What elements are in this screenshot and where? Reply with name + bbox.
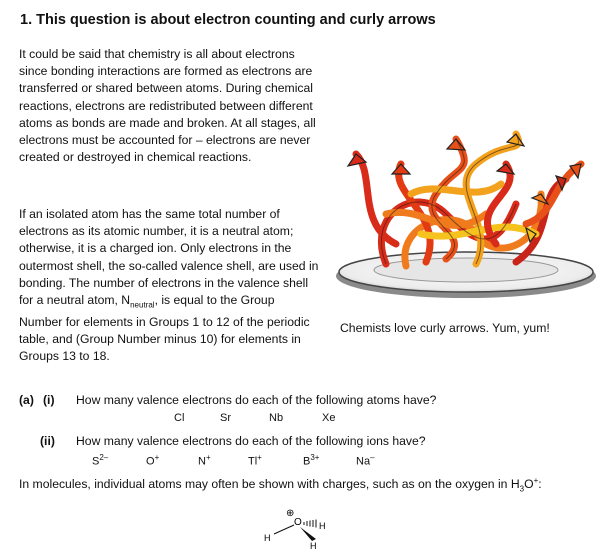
hashed-bond <box>304 520 316 528</box>
molecules-colon: : <box>538 477 542 492</box>
ion-s <box>92 453 108 468</box>
molecules-line <box>19 476 542 494</box>
hydronium-structure <box>252 505 332 550</box>
image-caption: Chemists love curly arrows. Yum, yum! <box>340 321 550 335</box>
wedge-bond <box>300 527 316 541</box>
hydrogen-left: H <box>264 533 271 543</box>
ion-na <box>356 453 375 468</box>
intro-paragraph-1: It could be said that chemistry is all about electrons since bonding interactions are formed as electrons are transferred or shared between atoms. During chemical reactions, electrons are redistributed between different atoms as bonds are made and broken. At all stages, all electrons must be accounted for – electrons are never created or destroyed in chemical reactions. <box>19 47 316 165</box>
ion-n <box>198 453 211 468</box>
oxygen-atom: O <box>294 517 302 528</box>
ion-o-charge: + <box>154 453 160 462</box>
ion-tl <box>248 453 262 468</box>
bond-left <box>274 525 294 534</box>
hydrogen-bottom: H <box>310 541 317 550</box>
ion-na-symbol: Na <box>356 455 371 468</box>
ion-tl-charge: + <box>257 453 262 462</box>
curly-arrow-pasta-image <box>326 94 604 304</box>
hydrogen-right: H <box>319 521 326 531</box>
atom-cl: Cl <box>174 412 185 424</box>
ion-b-symbol: B <box>303 455 311 468</box>
h3o-charge: + <box>533 476 539 485</box>
paragraph-2-text-a: If an isolated atom has the same total number of electrons as its atomic number, it is a neutral atom; otherwise, it is a charged ion. Only electrons in the outermost shell, the so-called valence shell, are used in bonding. The number of electrons in the valence shell for a neutral atom, N <box>19 207 319 308</box>
part-i-label: (i) <box>43 393 55 407</box>
atom-xe: Xe <box>322 412 336 424</box>
atom-sr: Sr <box>220 412 231 424</box>
h3o-o: O <box>524 477 534 492</box>
intro-paragraph-2 <box>19 206 319 365</box>
neutral-subscript: neutral <box>130 300 155 310</box>
ion-s-charge: 2– <box>99 453 109 462</box>
question-ii-text: How many valence electrons do each of the following ions have? <box>76 434 426 448</box>
question-i-text: How many valence electrons do each of the following atoms have? <box>76 393 437 407</box>
ion-tl-symbol: Tl <box>248 455 258 468</box>
ion-s-symbol: S <box>92 455 100 468</box>
h3o-subscript: 3 <box>519 484 525 494</box>
molecules-text: In molecules, individual atoms may often be shown with charges, such as on the oxygen in H <box>19 477 520 492</box>
ion-na-charge: – <box>370 453 375 462</box>
positive-charge-symbol: ⊕ <box>286 508 295 519</box>
ion-o-symbol: O <box>146 455 155 468</box>
ion-n-symbol: N <box>198 455 206 468</box>
question-title: 1. This question is about electron counting and curly arrows <box>20 12 436 28</box>
ion-n-charge: + <box>205 453 211 462</box>
ion-b-charge: 3+ <box>310 453 320 462</box>
ion-b <box>303 453 319 468</box>
part-a-label: (a) <box>19 393 34 407</box>
ion-o <box>146 453 159 468</box>
part-ii-label: (ii) <box>40 434 55 448</box>
atom-nb: Nb <box>269 412 284 424</box>
paragraph-2-text-b: , is equal to the Group Number for elements in Groups 1 to 12 of the periodic table, and (Group Number minus 10) for elements in Groups 13 to 18. <box>19 293 310 364</box>
